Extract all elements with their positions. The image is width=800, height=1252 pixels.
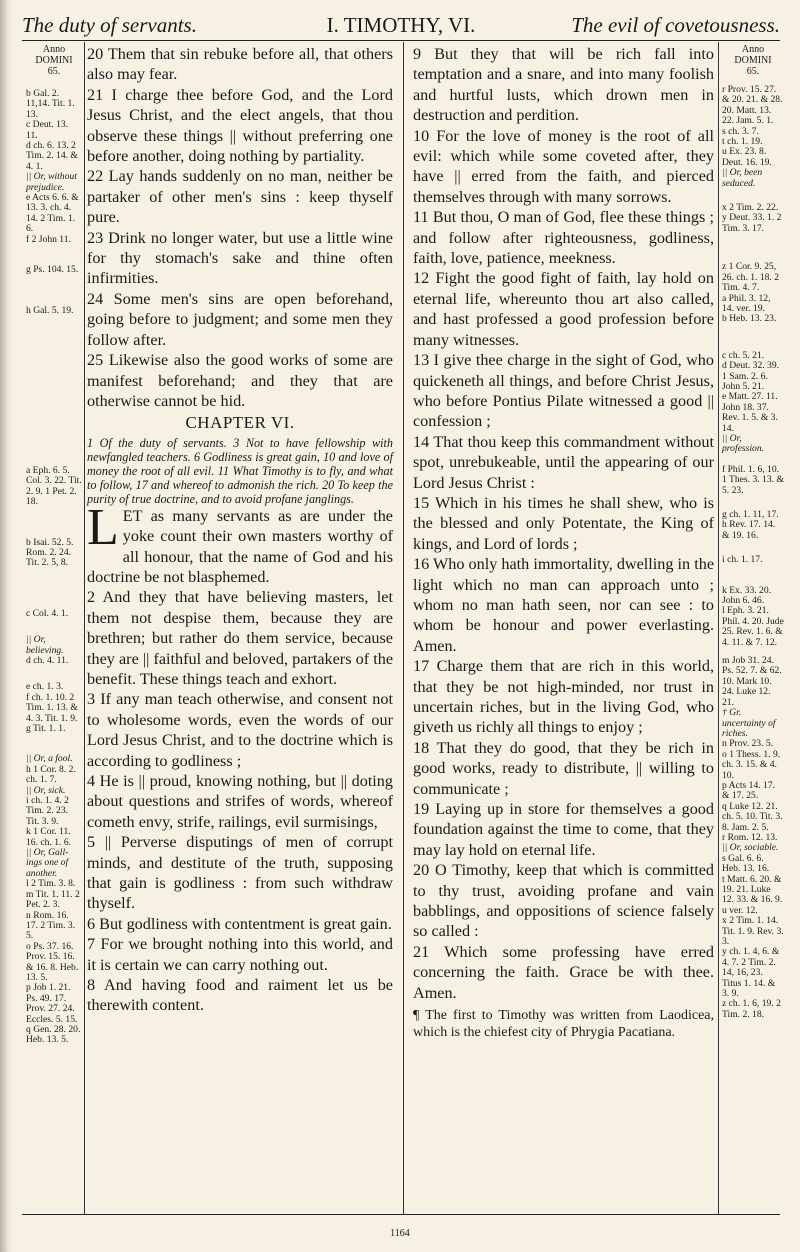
margin-note: c Deut. 13. 11. — [26, 119, 69, 141]
margin-note: p Acts 14. 17. & 17. 25. — [722, 779, 776, 802]
margin-note: d ch. 6. 13. 2 Tim. 2. 14. & 4. 1. — [26, 140, 78, 172]
margin-note: i ch. 1. 4. 2 Tim. 2. 23. Tit. 3. 9. — [26, 795, 69, 827]
verse-6-8: 8 And having food and raiment let us be therewith content. — [87, 976, 393, 1015]
anno-year: 65. — [47, 66, 61, 77]
verse-6-7: 7 For we brought nothing into this world, and it is certain we can carry nothing out. — [87, 935, 393, 974]
margin-note: n Prov. 23. 5. — [722, 738, 774, 750]
margin-note: x 2 Tim. 1. 14. Tit. 1. 9. Rev. 3. 3. — [722, 915, 784, 948]
margin-note: y Deut. 33. 1. 2 Tim. 3. 17. — [722, 212, 782, 234]
margin-note: h Rev. 17. 14. & 19. 16. — [722, 519, 776, 541]
margin-note: u ver. 12. — [722, 904, 758, 916]
verse-6-15: 15 Which in his times he shall shew, who is the blessed and only Potentate, the King of kings, and Lord of lords ; — [413, 493, 714, 553]
margin-note: k 1 Cor. 11. 16. ch. 1. 6. — [26, 826, 72, 848]
margin-note: || Or, Gall-ings one of another. — [26, 847, 69, 879]
margin-note: e Matt. 27. 11. John 18. 37. Rev. 1. 5. & 3. 14. — [722, 391, 778, 434]
margin-note: y ch. 1. 4, 6. & 4. 7. 2 Tim. 2. 14, 16, 23. Titus 1. 14. & 3. 9. — [722, 946, 780, 1000]
header-left-title: The duty of servants. — [22, 13, 197, 37]
verse-6-10: 10 For the love of money is the root of all evil: which while some coveted after, they have || erred from the faith, and pierced themselves through with many sorrows. — [413, 126, 714, 206]
verse-6-5: 5 || Perverse disputings of men of corrupt minds, and destitute of the truth, supposing that gain is godliness : from such withdraw thyself. — [87, 833, 393, 913]
text-column-left — [87, 44, 393, 1016]
margin-note: t Matt. 6. 20. & 19. 21. Luke 12. 33. & 16. 9. — [722, 873, 783, 906]
verse-6-3: 3 If any man teach otherwise, and consent not to wholesome words, even the words of our Lord Jesus Christ, and to the doctrine which is according to godliness ; — [87, 690, 393, 770]
verse-6-17: 17 Charge them that are rich in this world, that they be not high-minded, nor trust in uncertain riches, but in the living God, who giveth us richly all things to enjoy ; — [413, 657, 714, 737]
verse-5-24: 24 Some men's sins are open beforehand, going before to judgment; and some men they follow after. — [87, 289, 393, 349]
margin-note: c Col. 4. 1. — [26, 607, 69, 619]
verse-6-19: 19 Laying up in store for themselves a good foundation against the time to come, that they may lay hold on eternal life. — [413, 800, 714, 859]
margin-note: r Prov. 15. 27. & 20. 21. & 28. 20. Matt. 13. 22. Jam. 5. 1. — [722, 84, 783, 127]
margin-note: h Gal. 5. 19. — [26, 304, 74, 316]
margin-note: d Deut. 32. 39. 1 Sam. 2. 6. John 5. 21. — [722, 360, 780, 392]
left-margin-notes — [26, 44, 82, 1046]
verse-6-13: 13 I give thee charge in the sight of God, who quickeneth all things, and before Christ Jesus, who before Pontius Pilate witnessed a good || confession ; — [413, 351, 714, 431]
verse-6-18: 18 That they do good, that they be rich in good works, ready to distribute, || willing to communicate ; — [413, 738, 714, 798]
verse-6-11: 11 But thou, O man of God, flee these things ; and follow after righteousness, godliness, faith, love, patience, meekness. — [413, 208, 714, 268]
postscript: ¶ The first to Timothy was written from Laodicea, which is the chiefest city of Phrygia Pacatiana. — [413, 1008, 714, 1041]
margin-note: || Or, profession. — [722, 432, 765, 455]
margin-note: l Eph. 3. 21. Phil. 4. 20. Jude 25. Rev. 1. 6. & 4. 11. & 7. 12. — [722, 605, 784, 648]
margin-note: s Gal. 6. 6. Heb. 13. 16. — [722, 852, 770, 875]
anno-label: Anno — [42, 44, 66, 55]
right-margin-notes — [722, 44, 784, 1020]
verse-5-23: 23 Drink no longer water, but use a little wine for thy stomach's sake and thine often infirmities. — [87, 228, 393, 288]
margin-note: h 1 Cor. 8. 2. ch. 1. 7. — [26, 763, 76, 786]
margin-note: g ch. 1. 11, 17. — [722, 509, 779, 520]
margin-note: || Or, believing. — [26, 634, 64, 656]
verse-6-21: 21 Which some professing have erred concerning the faith. Grace be with thee. Amen. — [413, 942, 714, 1002]
header-rule — [22, 40, 780, 41]
margin-note: r Rom. 12. 13. — [722, 831, 778, 843]
margin-note: f Phil. 1. 6, 10. 1 Thes. 3. 13. & 5. 23. — [722, 463, 784, 496]
margin-note: b Heb. 13. 23. — [722, 313, 777, 325]
margin-note: q Gen. 28. 20. Heb. 13. 5. — [26, 1023, 81, 1046]
margin-note: u Ex. 23. 8. Deut. 16. 19. — [722, 146, 772, 168]
anno-label: Anno — [741, 44, 765, 55]
anno-domini: DOMINI — [734, 55, 772, 66]
anno-year: 65. — [746, 66, 760, 77]
verse-6-4: 4 He is || proud, knowing nothing, but || doting about questions and strifes of words, whereof cometh envy, strife, railings, evil surmisings, — [87, 772, 393, 831]
margin-note: o Ps. 37. 16. Prov. 15. 16. & 16. 8. Heb. 13. 5. — [26, 940, 79, 983]
verse-6-9: 9 But they that will be rich fall into temptation and a snare, and into many foolish and hurtful lusts, which drown men in destruction and perdition. — [413, 45, 714, 125]
margin-note: d ch. 4. 11. — [26, 654, 69, 666]
verse-6-20: 20 O Timothy, keep that which is committed to thy trust, avoiding profane and vain babblings, and oppositions of science falsely so called : — [413, 861, 714, 941]
margin-note: k Ex. 33. 20. John 6. 46. — [722, 584, 772, 607]
anno-domini: DOMINI — [35, 55, 73, 66]
margin-note: † Gr. uncertainty of riches. — [722, 707, 776, 739]
margin-note: b Isai. 52. 5. Rom. 2. 24. Tit. 2. 5, 8. — [26, 536, 74, 569]
margin-note: o 1 Thess. 1. 9. ch. 3. 15. & 4. 10. — [722, 748, 781, 781]
drop-cap: L — [87, 498, 119, 556]
margin-note: l 2 Tim. 3. 8. — [26, 878, 76, 890]
margin-note: n Rom. 16. 17. 2 Tim. 3. 5. — [26, 909, 76, 942]
margin-note: g Ps. 104. 15. — [26, 264, 79, 276]
page-edge-shadow — [0, 0, 12, 1252]
margin-note: f ch. 1. 10. 2 Tim. 1. 13. & 4. 3. Tit. 1. 9. — [26, 691, 78, 724]
margin-note: m Tit. 1. 11. 2 Pet. 2. 3. — [26, 888, 80, 911]
verse-5-21: 21 I charge thee before God, and the Lord Jesus Christ, and the elect angels, that thou observe these things || without preferring one before another, doing nothing by partiality. — [87, 85, 393, 166]
margin-note: z 1 Cor. 9. 25, 26. ch. 1. 18. 2 Tim. 4. 7. — [722, 261, 780, 294]
margin-note: m Job 31. 24. Ps. 52. 7. & 62. 10. Mark 10. 24. Luke 12. 21. — [722, 655, 782, 708]
verse-5-25: 25 Likewise also the good works of some are manifest beforehand; and they that are otherwise cannot be hid. — [87, 351, 393, 410]
margin-note: z ch. 1. 6, 19. 2 Tim. 2. 18. — [722, 998, 781, 1020]
margin-note: e ch. 1. 3. — [26, 681, 64, 693]
margin-note: s ch. 3. 7. — [722, 125, 759, 137]
right-margin-rule — [718, 42, 719, 1214]
running-header — [22, 10, 780, 40]
margin-note: q Luke 12. 21. ch. 5. 10. Tit. 3. 8. Jam. 2. 5. — [722, 800, 783, 833]
margin-note: c ch. 5. 21. — [722, 349, 765, 361]
verse-5-22: 22 Lay hands suddenly on no man, neither be partaker of other men's sins : keep thyself pure. — [87, 167, 393, 227]
header-right-title: The evil of covetousness. — [571, 13, 780, 37]
chapter-heading: CHAPTER VI. — [185, 413, 295, 433]
header-book-chapter: I. TIMOTHY, VI. — [326, 13, 476, 37]
margin-note: a Phil. 3. 12, 14. ver. 19. — [722, 292, 771, 314]
text-column-right — [413, 44, 714, 1041]
margin-note: x 2 Tim. 2. 22. — [722, 202, 779, 214]
verse-6-12: 12 Fight the good fight of faith, lay hold on eternal life, whereunto thou art also called, and hast professed a good profession before many witnesses. — [413, 269, 714, 349]
verse-6-1-text: ET as many servants as are under the yoke count their own masters worthy of all honour, that the name of God and his doctrine be not blasphemed. — [87, 506, 393, 586]
verse-6-6: 6 But godliness with contentment is great gain. — [87, 914, 392, 933]
margin-note: || Or, without prejudice. — [26, 171, 77, 193]
chapter-summary: 1 Of the duty of servants. 3 Not to have fellowship with newfangled teachers. 6 Godliness is great gain, 10 and love of money the root of all evil. 11 What Timothy is to fly, and what to follow, 17 and whereof to admonish the rich. 20 To keep the purity of true doctrine, and to avoid profane janglings. — [87, 435, 393, 506]
margin-note: a Eph. 6. 5. Col. 3. 22. Tit. 2. 9. 1 Pet. 2. 18. — [26, 464, 82, 508]
footer-rule — [22, 1214, 780, 1215]
margin-note: || Or, sick. — [26, 784, 66, 796]
margin-note: b Gal. 2. 11,14. Tit. 1. 13. — [26, 88, 75, 120]
center-column-rule — [403, 42, 404, 1214]
left-margin-rule — [84, 42, 85, 1214]
margin-note: f 2 John 11. — [26, 233, 71, 245]
margin-note: p Job 1. 21. Ps. 49. 17. Prov. 27. 24. Eccles. 5. 15. — [26, 982, 78, 1025]
page-number: 1164 — [390, 1228, 410, 1239]
margin-note: || Or, been seduced. — [722, 167, 763, 189]
verse-6-1 — [87, 498, 393, 588]
verse-6-14: 14 That thou keep this commandment without spot, unrebukeable, until the appearing of our Lord Jesus Christ : — [413, 432, 714, 492]
verse-6-2: 2 And they that have believing masters, let them not despise them, because they are brethren; but rather do them service, because they are || faithful and beloved, partakers of the benefit. These things teach and exhort. — [87, 588, 393, 688]
margin-note: g Tit. 1. 1. — [26, 723, 66, 734]
margin-note: || Or, sociable. — [722, 842, 779, 854]
margin-note: || Or, a fool. — [26, 753, 73, 765]
margin-note: t ch. 1. 19. — [722, 136, 763, 148]
margin-note: i ch. 1. 17. — [722, 554, 763, 566]
margin-note: e Acts 6. 6. & 13. 3. ch. 4. 14. 2 Tim. 1. 6. — [26, 192, 79, 235]
verse-6-16: 16 Who only hath immortality, dwelling in the light which no man can approach unto ; whom no man hath seen, nor can see : to whom be honour and power everlasting. Amen. — [413, 555, 714, 655]
verse-5-20: 20 Them that sin rebuke before all, that others also may fear. — [87, 45, 393, 84]
